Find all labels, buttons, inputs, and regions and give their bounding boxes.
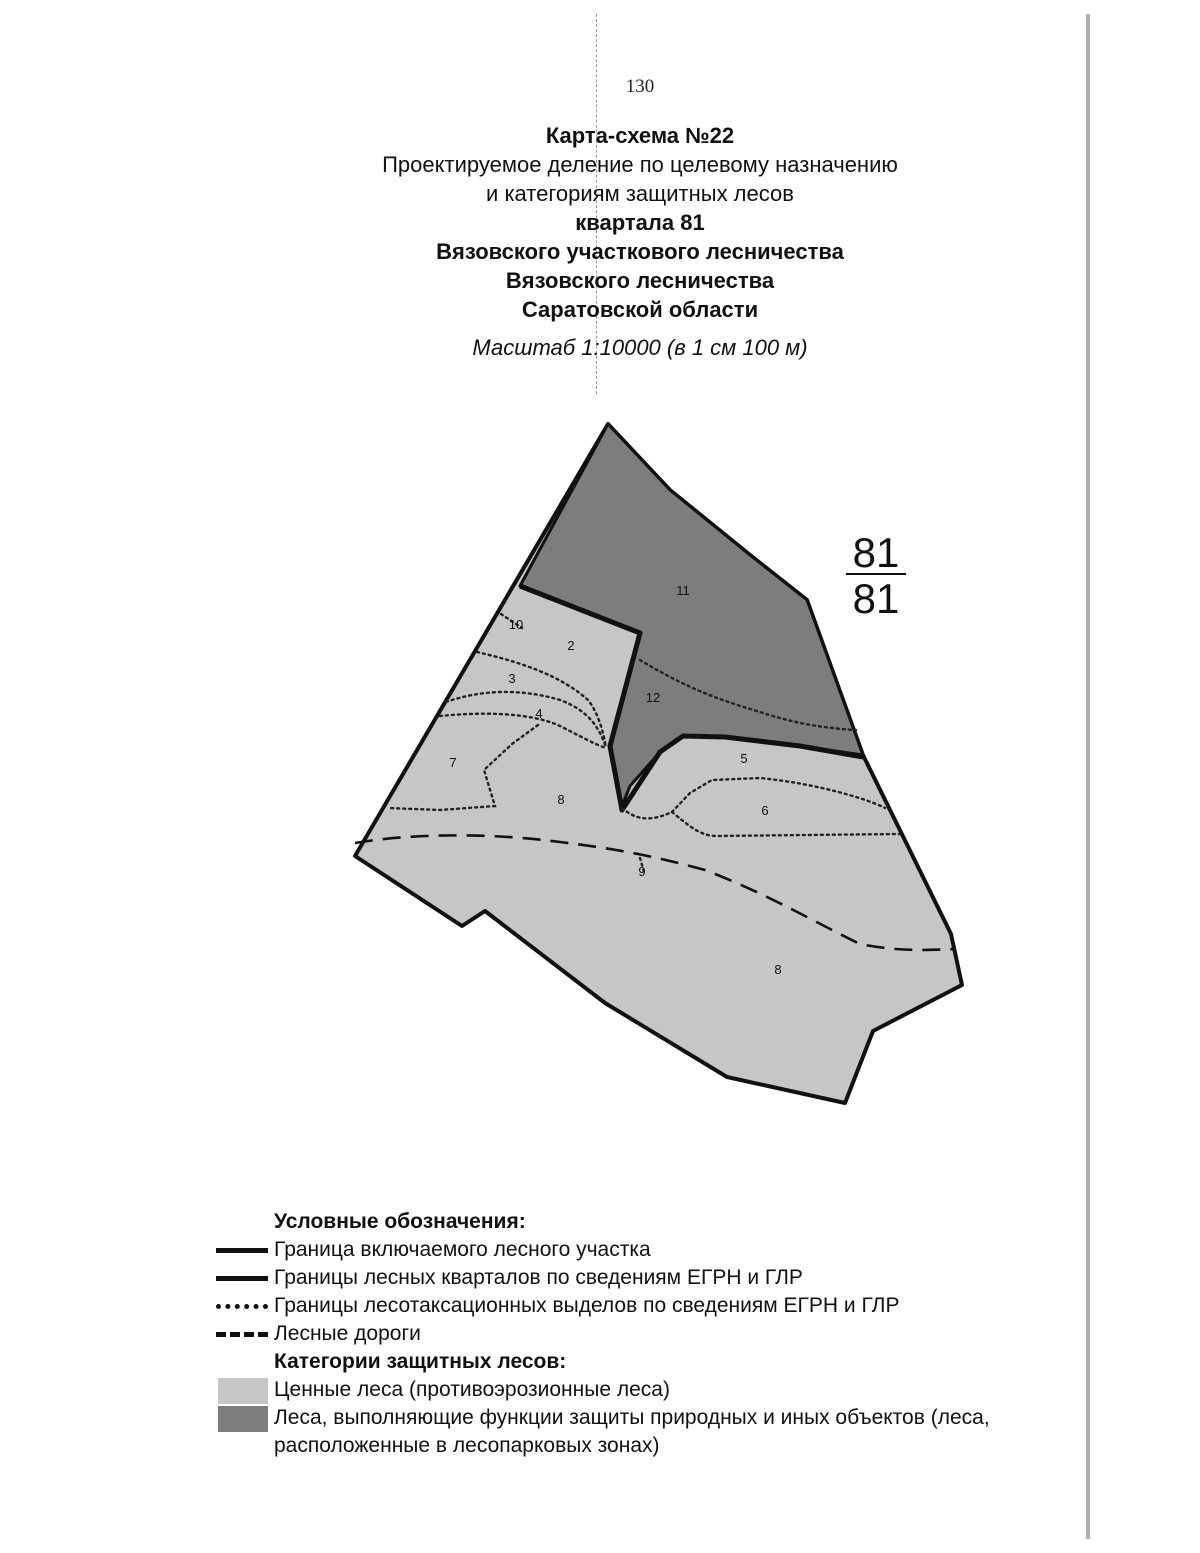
map-scale: Масштаб 1:10000 (в 1 см 100 м): [472, 335, 808, 360]
legend: [216, 1208, 1056, 1460]
map-region: Саратовской области: [521, 297, 759, 322]
solid-line-icon: [216, 1264, 268, 1292]
vydel-label: 8: [557, 792, 565, 807]
legend-label: Граница включаемого лесного участка: [274, 1238, 651, 1261]
quarter-number-bottom: 81: [852, 575, 900, 622]
legend-heading: Условные обозначения:: [274, 1210, 526, 1233]
vydel-label: 4: [535, 706, 543, 721]
vydel-label: 7: [449, 755, 457, 770]
page-number: 130: [625, 76, 655, 97]
legend-item-plot-boundary: [216, 1236, 1056, 1264]
map-subtitle-1: Проектируемое деление по целевому назначению: [382, 152, 898, 177]
vydel-label: 5: [740, 751, 748, 766]
vydel-label: 11: [676, 583, 690, 598]
legend-label: Леса, выполняющие функции защиты природных и иных объектов (леса, расположенные в лесопарковых зонах): [274, 1406, 990, 1457]
map-district: Вязовского участкового лесничества: [436, 239, 844, 264]
legend-item-forest-road: [216, 1320, 1056, 1348]
legend-category-protective: [216, 1404, 1056, 1460]
vydel-label: 12: [645, 690, 661, 705]
legend-categories-heading: Категории защитных лесов:: [274, 1350, 567, 1373]
light-swatch-icon: [216, 1376, 268, 1404]
vydel-label: 2: [567, 638, 575, 653]
legend-category-valuable: [216, 1376, 1056, 1404]
vydel-label: 6: [761, 803, 769, 818]
legend-label: Лесные дороги: [274, 1322, 421, 1345]
dotted-line-icon: [216, 1292, 268, 1320]
legend-label: Границы лесотаксационных выделов по сведениям ЕГРН и ГЛР: [274, 1294, 900, 1317]
dashed-line-icon: [216, 1320, 268, 1348]
quarter-number-top: 81: [852, 529, 900, 576]
map-forestry: Вязовского лесничества: [505, 268, 775, 293]
legend-label: Границы лесных кварталов по сведениям ЕГРН и ГЛР: [274, 1266, 803, 1289]
vydel-label: 9: [638, 864, 646, 879]
map-subtitle-2: и категориям защитных лесов: [486, 181, 794, 206]
vydel-label: 8: [774, 962, 782, 977]
solid-line-icon: [216, 1236, 268, 1264]
dark-swatch-icon: [216, 1404, 268, 1432]
vydel-label: 3: [508, 671, 516, 686]
vydel-label: 10: [508, 617, 524, 632]
legend-label: Ценные леса (противоэрозионные леса): [274, 1378, 670, 1401]
map-title: Карта-схема №22: [545, 123, 735, 148]
map-quarter: квартала 81: [575, 210, 705, 235]
legend-item-quarter-boundary: [216, 1264, 1056, 1292]
legend-item-vydel-boundary: [216, 1292, 1056, 1320]
